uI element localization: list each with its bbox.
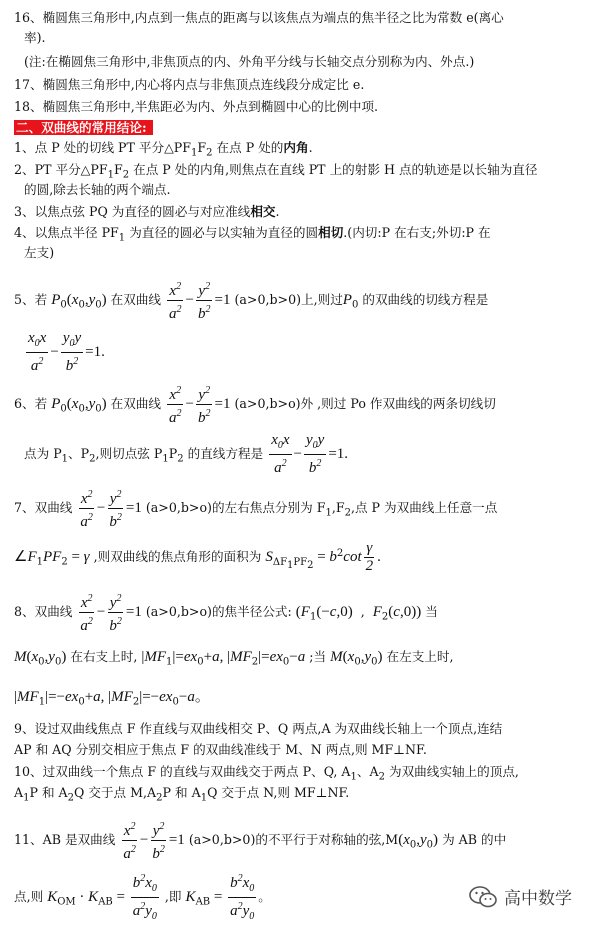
ellipse-item-16-cont: 率). — [24, 30, 46, 45]
watermark-text: 高中数学 — [504, 889, 572, 909]
hyperbola-item-6-cont: 点为 $P_1$、$P_2$,则切点弦 $P_1P_2$ 的直线方程是 $\frac{x_0x}{a^2}$ − $\frac{y_0y}{b^2}$ =1. — [24, 432, 349, 476]
watermark — [468, 884, 572, 909]
hyperbola-item-9-cont: AP 和 AQ 分别交相应于焦点 F 的双曲线准线于 M、N 两点,则 MF⊥NF. — [14, 742, 427, 757]
hyperbola-item-5: 5、若 $P_0(x_0,y_0)$ 在双曲线 $\frac{x^2}{a^2}$ − $\frac{y^2}{b^2}$ =1 (a>0,b>0)上,则过$P_0$ 的双曲线的切线方程是 — [14, 278, 488, 324]
hyperbola-item-11-cont: 点,则 $K_{OM} \cdot K_{AB}$ = $\frac{b^2x_0}{a^2y_0}$ ,即 $K_{AB}$ = $\frac{b^2x_0}{a^2y_0}$ 。 — [14, 870, 271, 925]
hyperbola-item-11: 11、AB 是双曲线 $\frac{x^2}{a^2}$ − $\frac{y^2}{b^2}$ =1 (a>0,b>0)的不平行于对称轴的弦$,M(x_0,y_0)$ 为 AB 的中 — [14, 818, 506, 864]
hyperbola-item-8: 8、双曲线 $\frac{x^2}{a^2}$ − $\frac{y^2}{b^2}$ =1 (a>0,b>o)的焦半径公式: ($F_1(-c,0)$ , $F_2(c,0)$) 当 — [14, 590, 438, 636]
hyperbola-item-10-cont: $A_1P$ 和 $A_2Q$ 交于点 $M,A_2P$ 和 $A_1Q$ 交于点 N,则 MF⊥NF. — [14, 785, 350, 804]
hyperbola-item-4-cont: 左支) — [24, 245, 55, 260]
ellipse-item-18: 18、椭圆焦三角形中,半焦距必为内、外点到椭圆中心的比例中项. — [14, 99, 379, 114]
ellipse-item-17: 17、椭圆焦三角形中,内心将内点与非焦顶点连线段分成定比 e. — [14, 77, 365, 92]
hyperbola-item-1: 1、点 P 处的切线 PT 平分$\triangle PF_1F_2$ 在点 P 处的内角. — [14, 140, 313, 159]
ellipse-note: (注:在椭圆焦三角形中,非焦顶点的内、外角平分线与长轴交点分别称为内、外点.) — [24, 54, 475, 69]
hyperbola-item-6: 6、若 $P_0(x_0,y_0)$ 在双曲线 $\frac{x^2}{a^2}$ − $\frac{y^2}{b^2}$ =1 (a>0,b>o)外 ,则过 Po 作双曲线的两条切线切 — [14, 382, 496, 428]
ellipse-item-16: 16、椭圆焦三角形中,内点到一焦点的距离与以该焦点为端点的焦半径之比为常数 e(离心 — [14, 10, 504, 25]
section-heading: 二、双曲线的常用结论: — [14, 120, 153, 136]
hyperbola-item-5-formula: $\frac{x_0x}{a^2}$ − $\frac{y_0y}{b^2}$ =1. — [28, 330, 105, 374]
hyperbola-item-8-right: $M(x_0,y_0)$ 在右支上时, $|MF_1|=ex_0+a$, $|MF_2|=ex_0-a$ ;当 $M(x_0,y_0)$ 在左支上时, — [14, 649, 454, 668]
hyperbola-item-7-cont: $\angle F_1PF_2 = \gamma$ ,则双曲线的焦点角形的面积为 $S_{\Delta F_1PF_2} = b^2\cot$ $\frac{\gamma}{2}$ . — [14, 540, 381, 575]
wechat-icon — [468, 885, 498, 909]
hyperbola-item-8-left: $|MF_1|=-ex_0+a$, $|MF_2|=-ex_0-a$。 — [14, 689, 210, 708]
hyperbola-item-7: 7、双曲线 $\frac{x^2}{a^2}$ − $\frac{y^2}{b^2}$ =1 (a>0,b>o)的左右焦点分别为 $F_1,F_2$,点 P 为双曲线上任意一点 — [14, 486, 497, 532]
hyperbola-item-2-cont: 的圆,除去长轴的两个端点. — [24, 182, 171, 197]
hyperbola-item-2: 2、PT 平分$\triangle PF_1F_2$ 在点 P 处的内角,则焦点在直线 PT 上的射影 H 点的轨迹是以长轴为直径 — [14, 162, 538, 181]
hyperbola-item-4: 4、以焦点半径 $PF_1$ 为直径的圆必与以实轴为直径的圆相切.(内切:P 在右支;外切:P 在 — [14, 225, 491, 244]
hyperbola-item-3: 3、以焦点弦 PQ 为直径的圆必与对应准线相交. — [14, 204, 280, 219]
hyperbola-item-10: 10、过双曲线一个焦点 F 的直线与双曲线交于两点 P、Q, $A_1$、$A_2$ 为双曲线实轴上的顶点, — [14, 764, 519, 783]
hyperbola-item-9: 9、设过双曲线焦点 F 作直线与双曲线相交 P、Q 两点,A 为双曲线长轴上一个顶点,连结 — [14, 721, 503, 736]
